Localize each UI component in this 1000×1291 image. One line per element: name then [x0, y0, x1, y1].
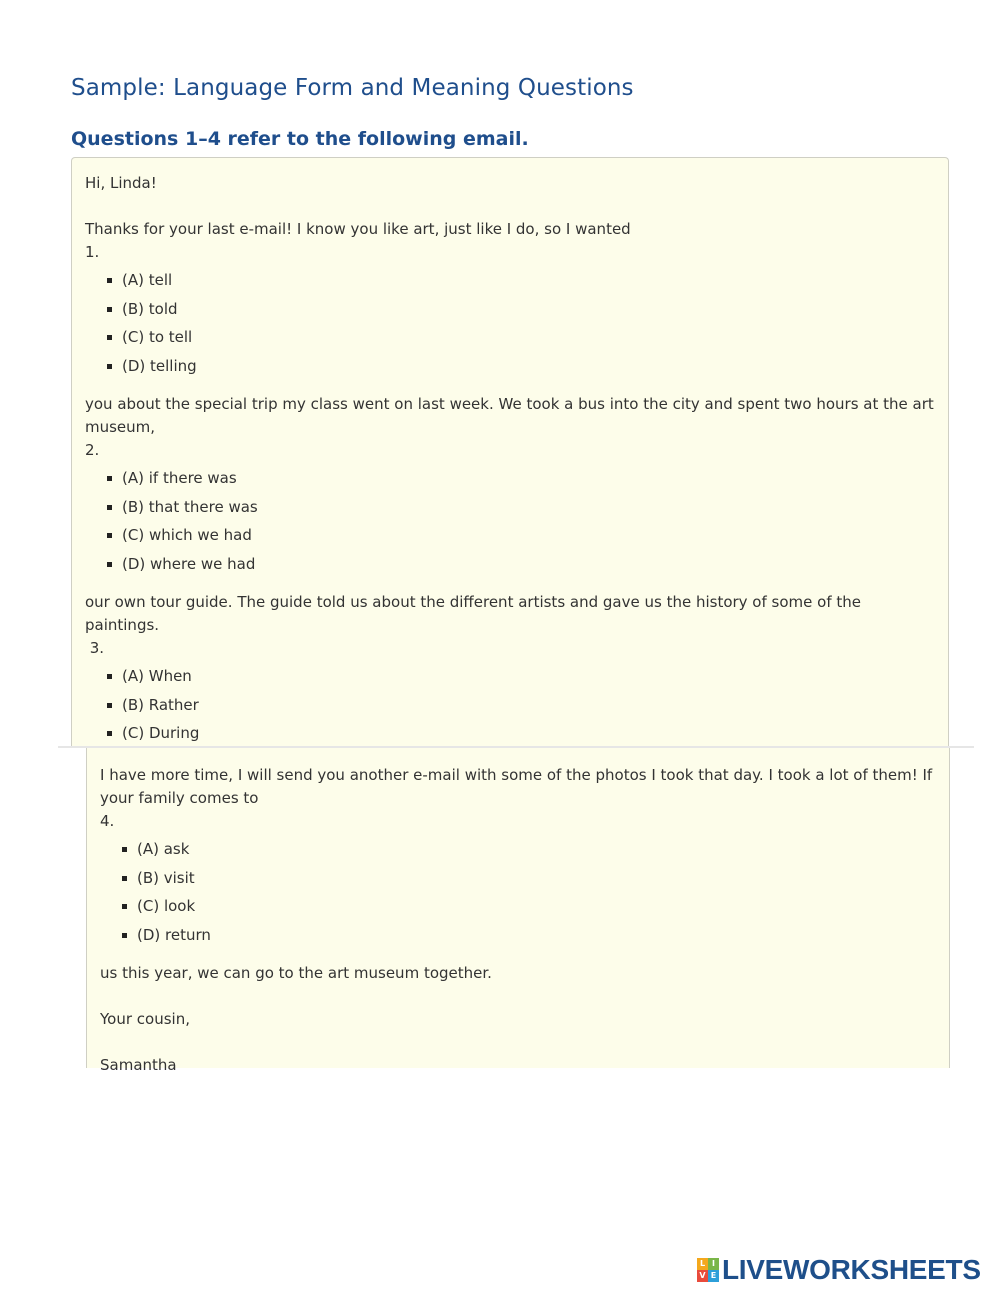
- logo-mark-letter: V: [697, 1270, 708, 1282]
- q2-option-b[interactable]: (B) that there was: [107, 496, 935, 525]
- q2-option-d[interactable]: (D) where we had: [107, 553, 935, 582]
- question-2-number: 2.: [85, 441, 100, 459]
- q1-option-c[interactable]: (C) to tell: [107, 326, 935, 355]
- logo-mark-letter: I: [708, 1258, 719, 1270]
- q2-option-a[interactable]: (A) if there was: [107, 467, 935, 496]
- q4-option-d[interactable]: (D) return: [122, 924, 936, 953]
- email-text-part2: you about the special trip my class went on last week. We took a bus into the city and spent two hours at the art museum,: [85, 395, 934, 436]
- email-box-bottom: [86, 748, 950, 1074]
- logo-mark-letter: L: [697, 1258, 708, 1270]
- email-text-part3: our own tour guide. The guide told us about the different artists and gave us the history of some of the paintings.: [85, 593, 861, 634]
- email-closing: Your cousin,: [100, 1010, 190, 1028]
- question-4-options: [100, 838, 936, 952]
- liveworksheets-logo: [697, 1255, 981, 1285]
- q1-option-d[interactable]: (D) telling: [107, 355, 935, 384]
- q3-option-b[interactable]: (B) Rather: [107, 694, 935, 723]
- email-text-part5: us this year, we can go to the art museum together.: [100, 964, 492, 982]
- email-text-part1: Thanks for your last e-mail! I know you like art, just like I do, so I wanted: [85, 220, 631, 238]
- questions-instruction: Questions 1–4 refer to the following email.: [71, 128, 529, 150]
- page-title: Sample: Language Form and Meaning Questions: [71, 75, 634, 101]
- live-mark-icon: [697, 1258, 719, 1282]
- email-greeting: Hi, Linda!: [85, 174, 157, 192]
- q3-option-a[interactable]: (A) When: [107, 665, 935, 694]
- question-3-number: 3.: [85, 639, 105, 657]
- q4-option-a[interactable]: (A) ask: [122, 838, 936, 867]
- q2-option-c[interactable]: (C) which we had: [107, 524, 935, 553]
- question-2-options: [85, 467, 935, 581]
- q4-option-b[interactable]: (B) visit: [122, 867, 936, 896]
- logo-mark-letter: E: [708, 1270, 719, 1282]
- q4-option-c[interactable]: (C) look: [122, 895, 936, 924]
- q1-option-a[interactable]: (A) tell: [107, 269, 935, 298]
- question-4-number: 4.: [100, 812, 115, 830]
- q3-option-c[interactable]: (C) During: [107, 722, 935, 751]
- email-box-top: [71, 157, 949, 747]
- logo-text: LIVEWORKSHEETS: [722, 1254, 981, 1285]
- email-text-part4: I have more time, I will send you another e-mail with some of the photos I took that day. I took a lot of them! If your family comes to: [100, 766, 933, 807]
- q1-option-b[interactable]: (B) told: [107, 298, 935, 327]
- question-1-options: [85, 269, 935, 383]
- question-1-number: 1.: [85, 243, 100, 261]
- email-signature: Samantha: [100, 1056, 177, 1074]
